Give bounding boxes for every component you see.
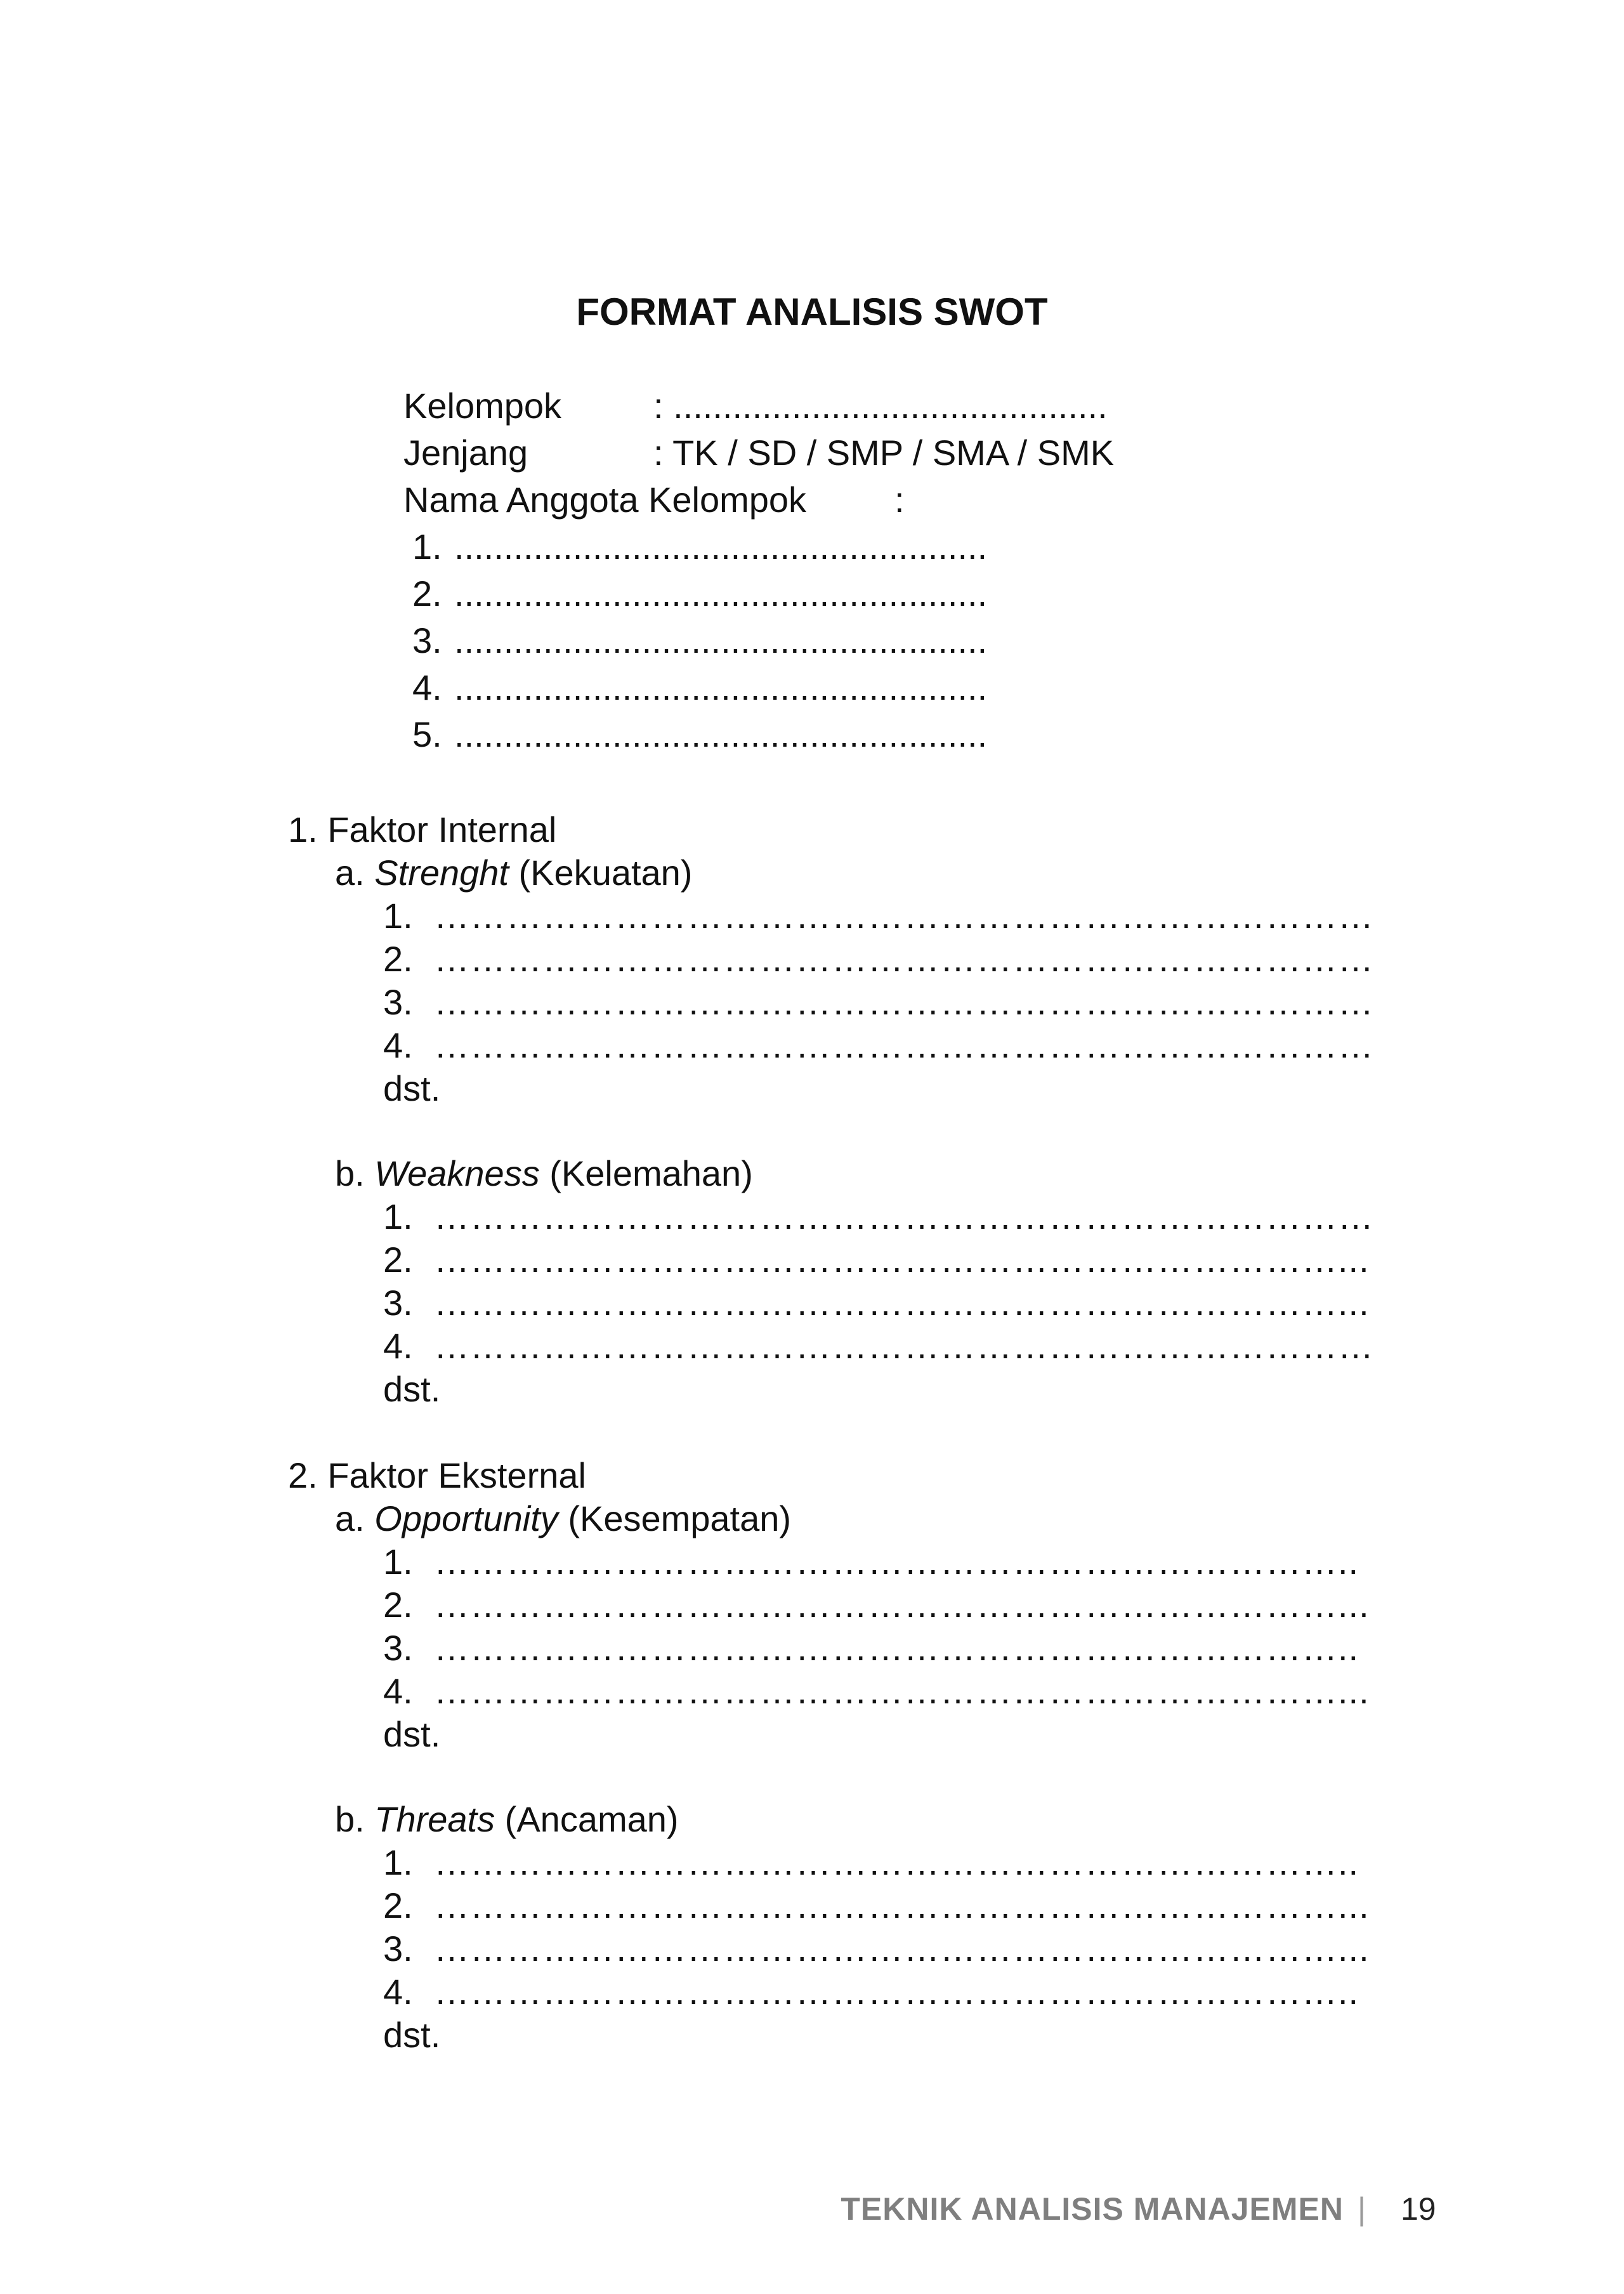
dst-label: dst. <box>383 1068 441 1108</box>
document-title: FORMAT ANALISIS SWOT <box>576 291 1048 333</box>
subsection-term: Weakness <box>374 1153 540 1193</box>
item-number: 1. <box>383 896 413 936</box>
item-number: 4. <box>383 1025 413 1065</box>
subsection-suffix: (Kesempatan) <box>558 1498 792 1538</box>
item-number: 4. <box>383 1326 413 1366</box>
item-blank: …………………………………………………………………… <box>434 896 1374 936</box>
page-number: 19 <box>1401 2191 1436 2227</box>
dst-label: dst. <box>383 1714 441 1754</box>
subsection-prefix: b. <box>335 1153 375 1193</box>
item-blank: ………………………………………………………………….. <box>434 1972 1359 2012</box>
item-blank: …………………………………………………………………… <box>434 1326 1374 1366</box>
member-number: 2. <box>412 574 442 613</box>
item-blank: …………………………………………………………………... <box>434 1240 1370 1280</box>
member-blank: ...................................................... <box>454 620 988 660</box>
subsection-suffix: (Ancaman) <box>495 1799 679 1839</box>
member-blank: ...................................................... <box>454 667 988 707</box>
subsection-prefix: a. <box>335 1498 375 1538</box>
anggota-label: Nama Anggota Kelompok <box>403 480 807 520</box>
subsection-suffix: (Kekuatan) <box>508 853 693 893</box>
item-number: 3. <box>383 1283 413 1323</box>
item-number: 2. <box>383 939 413 979</box>
footer-title: TEKNIK ANALISIS MANAJEMEN <box>841 2191 1344 2227</box>
member-number: 4. <box>412 667 442 707</box>
item-blank: …………………………………………………………………… <box>434 939 1374 979</box>
jenjang-label: Jenjang <box>403 433 528 473</box>
item-number: 1. <box>383 1196 413 1236</box>
subsection-prefix: b. <box>335 1799 375 1839</box>
subsection-term: Threats <box>374 1799 495 1839</box>
dst-label: dst. <box>383 1369 441 1409</box>
item-blank: …………………………………………………………………… <box>434 1196 1374 1236</box>
member-number: 3. <box>412 620 442 660</box>
item-blank: …………………………………………………………………... <box>434 1585 1370 1625</box>
section-title-internal: 1. Faktor Internal <box>288 809 557 849</box>
item-number: 2. <box>383 1885 413 1925</box>
subsection-title-opportunity <box>335 1496 791 1542</box>
item-number: 1. <box>383 1842 413 1882</box>
subsection-title-threats <box>335 1797 679 1842</box>
item-number: 2. <box>383 1585 413 1625</box>
member-blank: ...................................................... <box>454 574 988 613</box>
subsection-title-weakness <box>335 1151 753 1196</box>
item-blank: …………………………………………………………………… <box>434 1025 1374 1065</box>
item-number: 4. <box>383 1972 413 2012</box>
item-number: 1. <box>383 1542 413 1582</box>
member-blank: ...................................................... <box>454 527 988 567</box>
subsection-term: Strenght <box>374 853 509 893</box>
item-number: 3. <box>383 1929 413 1969</box>
item-blank: …………………………………………………………………... <box>434 1929 1370 1969</box>
member-blank: ...................................................... <box>454 714 988 754</box>
item-number: 3. <box>383 982 413 1022</box>
item-number: 3. <box>383 1628 413 1668</box>
item-blank: …………………………………………………………………... <box>434 1885 1370 1925</box>
item-blank: ………………………………………………………………….. <box>434 1842 1359 1882</box>
item-blank: …………………………………………………………………... <box>434 1283 1370 1323</box>
dst-label: dst. <box>383 2015 441 2055</box>
subsection-suffix: (Kelemahan) <box>539 1153 753 1193</box>
item-blank: ………………………………………………………………….. <box>434 1542 1359 1582</box>
subsection-title-strength <box>335 850 692 896</box>
item-blank: …………………………………………………………………… <box>434 982 1374 1022</box>
item-number: 4. <box>383 1671 413 1711</box>
jenjang-value: : TK / SD / SMP / SMA / SMK <box>653 433 1115 473</box>
member-number: 5. <box>412 714 442 754</box>
subsection-prefix: a. <box>335 853 375 893</box>
kelompok-label: Kelompok <box>403 386 562 426</box>
page-footer <box>0 2186 1624 2232</box>
member-number: 1. <box>412 527 442 567</box>
item-blank: …………………………………………………………………... <box>434 1671 1370 1711</box>
anggota-colon: : <box>894 480 905 520</box>
subsection-term: Opportunity <box>374 1498 558 1538</box>
item-blank: ………………………………………………………………….. <box>434 1628 1359 1668</box>
item-number: 2. <box>383 1240 413 1280</box>
section-title-external: 2. Faktor Eksternal <box>288 1455 586 1495</box>
footer-separator: | <box>1358 2191 1366 2227</box>
kelompok-value: : ............................................ <box>653 386 1108 426</box>
